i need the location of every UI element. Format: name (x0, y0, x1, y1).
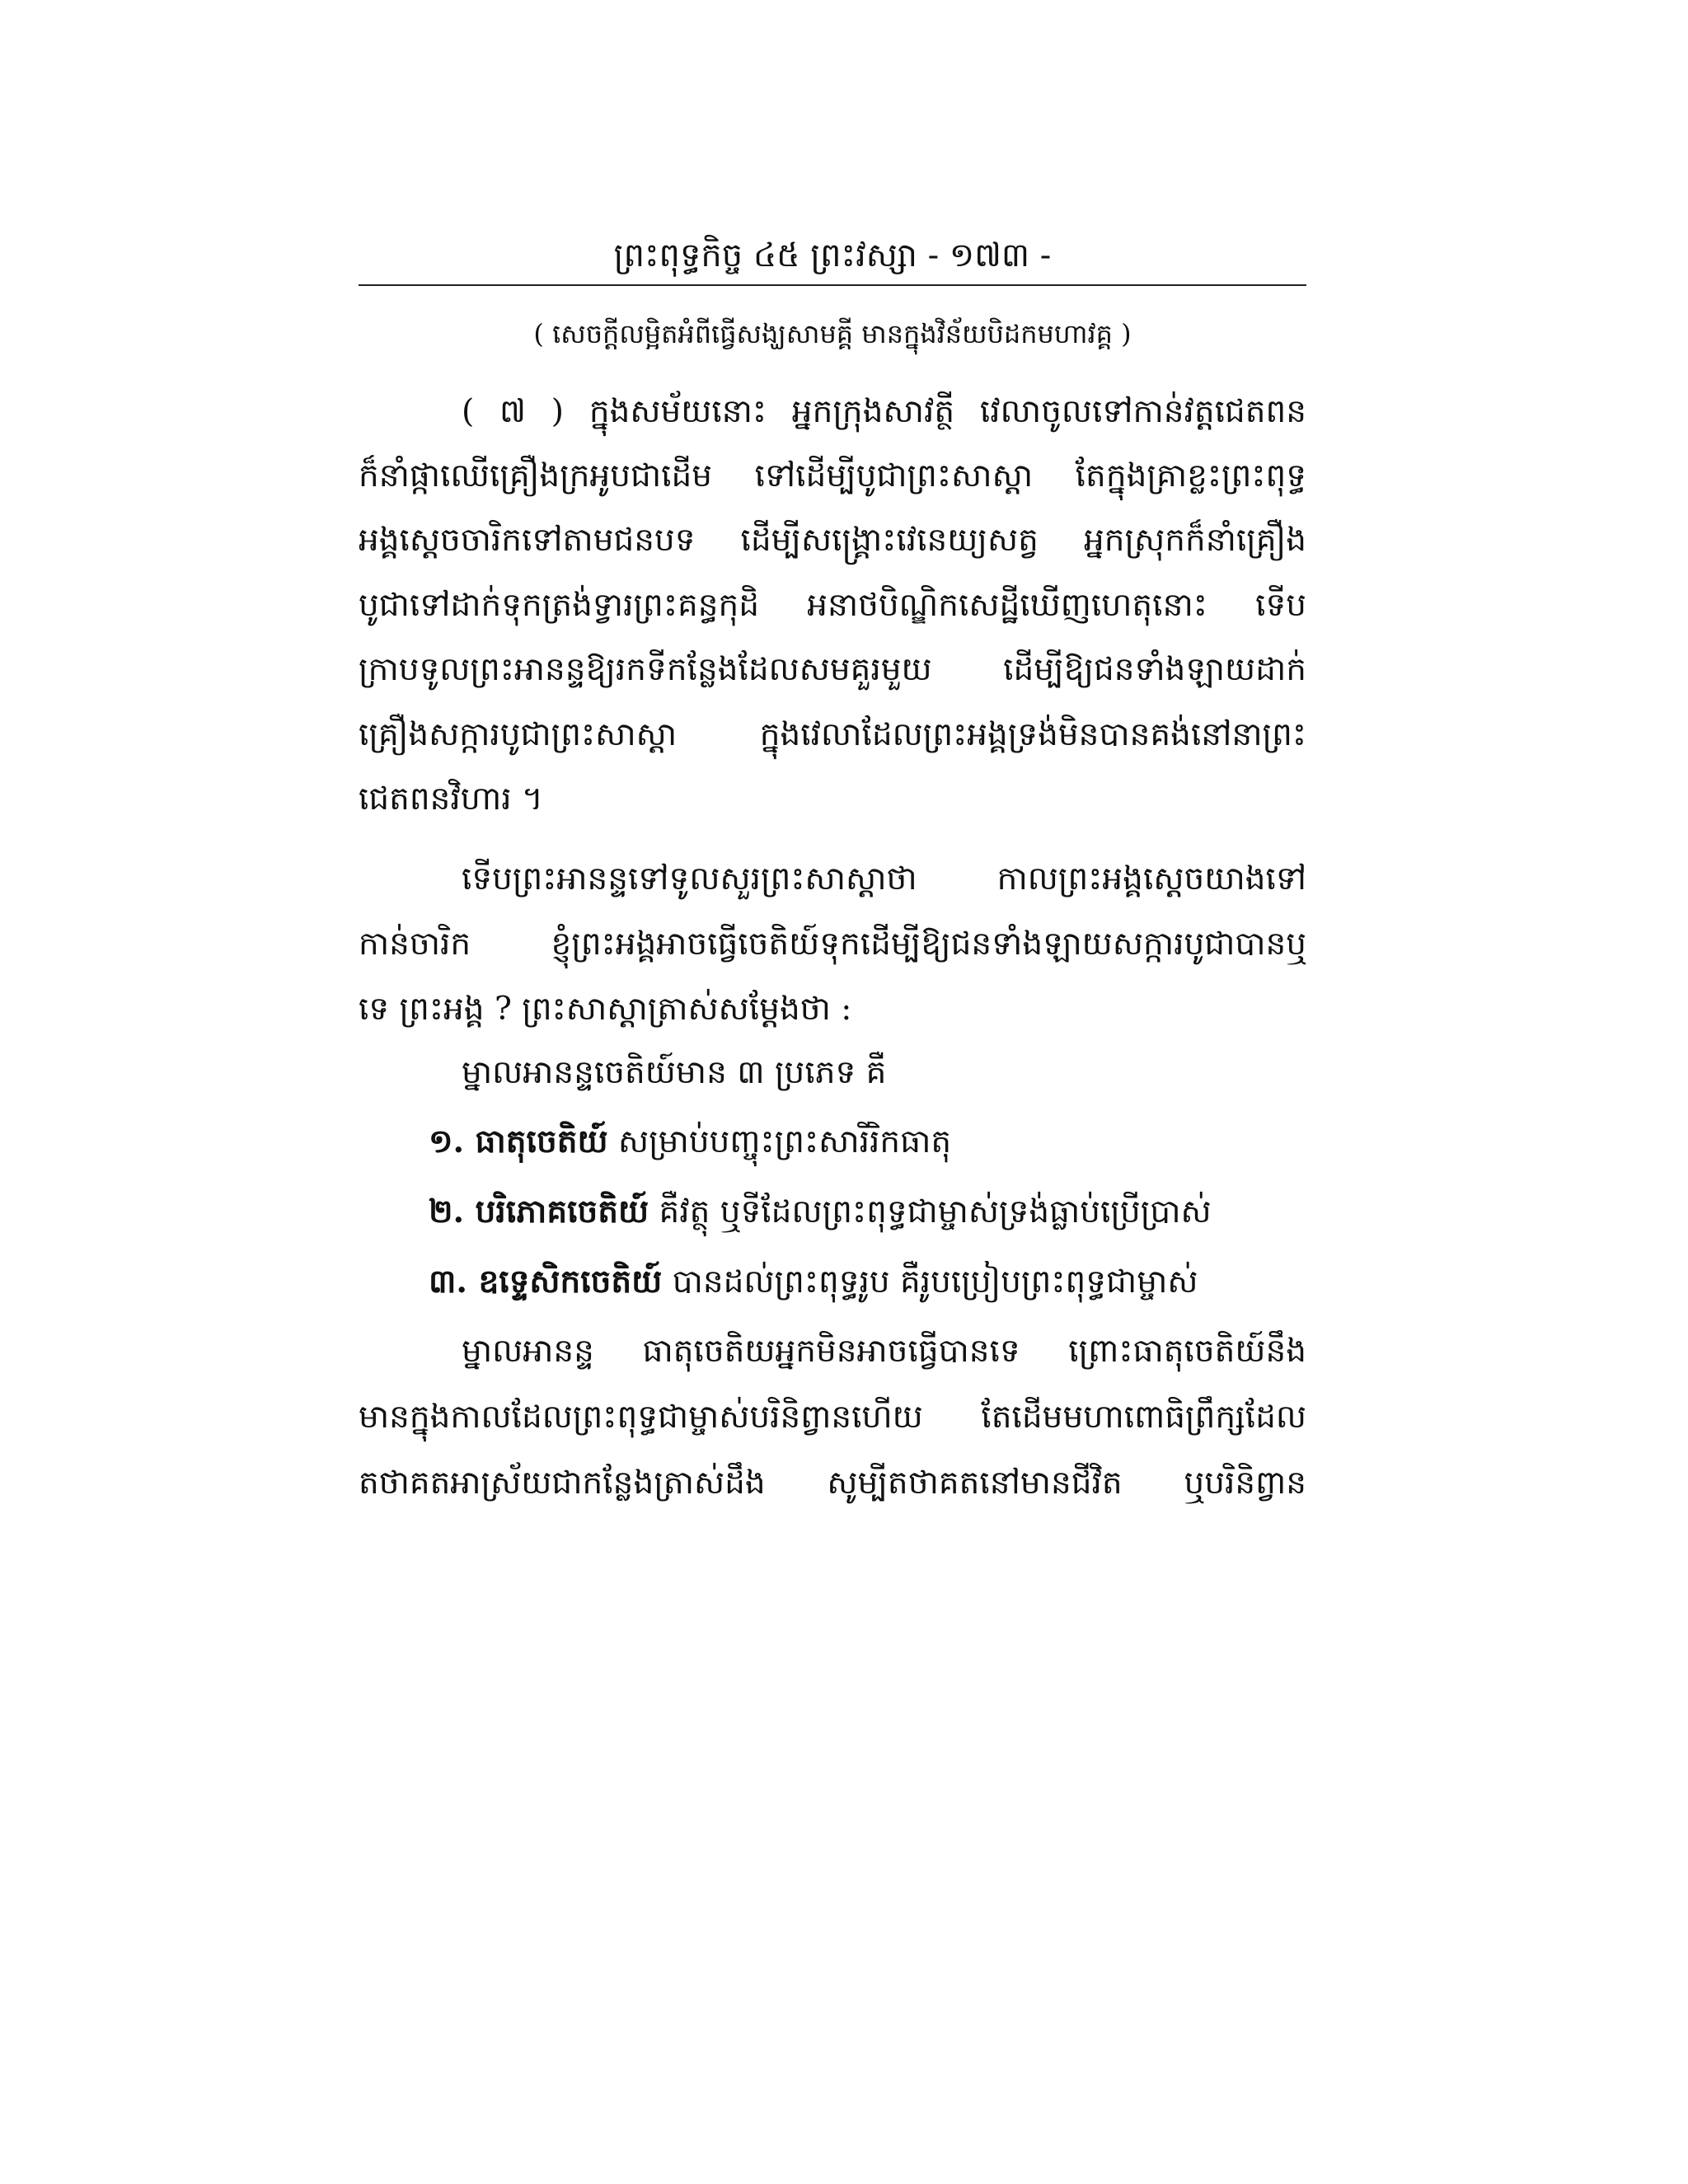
list-item-2-desc: គឺវត្ថុ ឬទីដែលព្រះពុទ្ធជាម្ចាស់ទ្រង់ធ្លាប់ប្រើប្រាស់ (649, 1193, 1212, 1230)
paragraph-1-line-6: គ្រឿងសក្ការបូជាព្រះសាស្តា ក្នុងវេលាដែលព្រះអង្គទ្រង់មិនបានគង់នៅនាព្រះ (359, 716, 1306, 753)
paragraph-2-line-1: ទើបព្រះអានន្ទទៅទូលសួរព្រះសាស្តាថា កាលព្រះអង្គស្តេចយាងទៅ (462, 860, 1306, 898)
paragraph-1-line-2: ក៏នាំផ្កាឈើគ្រឿងក្រអូបជាដើម ទៅដើម្បីបូជាព្រះសាស្តា តែក្នុងគ្រាខ្លះព្រះពុទ្ធ (359, 457, 1306, 494)
list-item-1-desc: សម្រាប់បញ្ចុះព្រះសារីរិកធាតុ (607, 1123, 952, 1160)
paragraph-4-line-3: តថាគតអាស្រ័យជាកន្លែងត្រាស់ដឹង សូម្បីតថាគតនៅមានជីវិត ឬបរិនិព្វាន (359, 1465, 1306, 1502)
paragraph-1-line-3: អង្គស្តេចចារិកទៅតាមជនបទ ដើម្បីសង្គ្រោះវេនេយ្យសត្វ អ្នកស្រុកក៏នាំគ្រឿង (359, 522, 1306, 559)
list-item-3 (429, 1257, 1306, 1307)
paragraph-4-line-2: មានក្នុងកាលដែលព្រះពុទ្ធជាម្ចាស់បរិនិព្វានហើយ តែដើមមហាពោធិព្រឹក្សដែល (359, 1399, 1306, 1436)
list-item-3-term: ៣. ឧទ្ទេសិកចេតិយ៍ (429, 1263, 663, 1301)
paragraph-2-line-3: ទេ ព្រះអង្គ ? ព្រះសាស្តាត្រាស់សម្តែងថា : (359, 991, 852, 1028)
paragraph-1-line-5: ក្រាបទូលព្រះអានន្ទឱ្យរកទីកន្លែងដែលសមគួរមួយ ដើម្បីឱ្យជនទាំងឡាយដាក់ (359, 651, 1306, 688)
paragraph-3-line-1: ម្នាលអានន្ទចេតិយ៍មាន ៣ ប្រភេទ គឺ (462, 1054, 887, 1091)
paragraph-1-line-7: ជេតពនវិហារ ។ (359, 780, 543, 818)
paragraph-1-line-1: ( ៧ ) ក្នុងសម័យនោះ អ្នកក្រុងសាវត្ថី វេលាចូលទៅកាន់វត្តជេតពន (462, 393, 1306, 430)
list-item-2-term: ២. បរិភោគចេតិយ៍ (429, 1193, 649, 1230)
list-item-1 (429, 1117, 1306, 1167)
section-subtitle: ( សេចក្តីលម្អិតអំពីធ្វើសង្ឃសាមគ្គី មានក្នុងវិន័យបិដកមហាវគ្គ ) (533, 318, 1132, 349)
list-item-3-desc: បានដល់ព្រះពុទ្ធរូប គឺរូបប្រៀបព្រះពុទ្ធជាម្ចាស់ (662, 1263, 1198, 1301)
paragraph-1-line-4: បូជាទៅដាក់ទុកត្រង់ទ្វារព្រះគន្ធកុដិ អនាថបិណ្ឌិកសេដ្ឋីឃើញហេតុនោះ ទើប (359, 587, 1306, 624)
list-item-1-term: ១. ធាតុចេតិយ៍ (429, 1122, 608, 1160)
paragraph-4-line-1: ម្នាលអានន្ទ ធាតុចេតិយអ្នកមិនអាចធ្វើបានទេ ព្រោះធាតុចេតិយ៍នឹង (462, 1333, 1306, 1370)
paragraph-2-line-2: កាន់ចារិក ខ្ញុំព្រះអង្គអាចធ្វើចេតិយ៍ទុកដើម្បីឱ្យជនទាំងឡាយសក្ការបូជាបានឬ (359, 926, 1306, 963)
list-item-2 (429, 1187, 1306, 1237)
running-header: ព្រះពុទ្ធកិច្ច ៤៥ ព្រះវស្សា ‐ ១៧៣ ‐ (613, 237, 1052, 274)
header-rule (359, 284, 1306, 286)
